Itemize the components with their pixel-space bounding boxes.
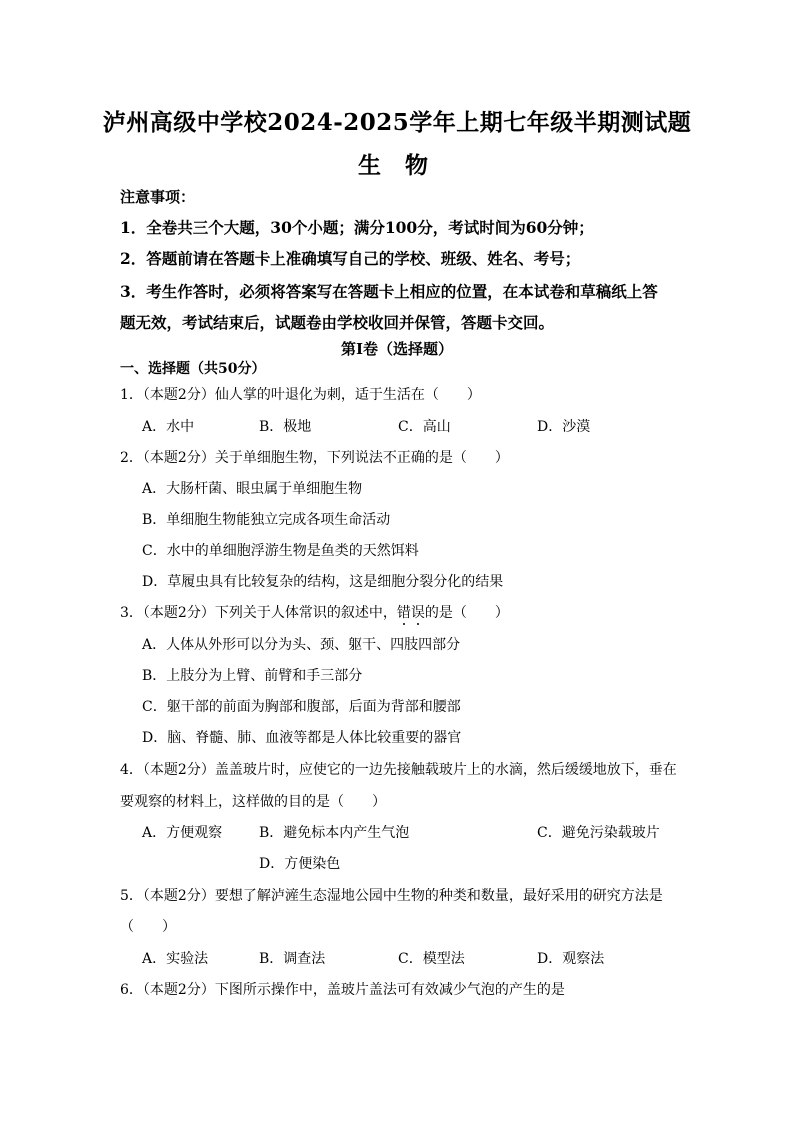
question-2-option-c: C．水中的单细胞浮游生物是鱼类的天然饵料 <box>142 543 419 559</box>
emphasis-char: 错 <box>396 605 411 621</box>
question-3-option-d: D．脑、脊髓、肺、血液等都是人体比较重要的器官 <box>142 730 462 746</box>
question-1-option-b: B．极地 <box>259 419 312 435</box>
question-3-option-c: C．躯干部的前面为胸部和腹部，后面为背部和腰部 <box>142 699 461 715</box>
note-item: 1．全卷共三个大题，30个小题；满分100分，考试时间为60分钟； <box>120 218 594 237</box>
question-1-stem: 1．（本题2分）仙人掌的叶退化为刺，适于生活在（ ） <box>120 387 481 403</box>
question-6-stem: 6．（本题2分）下图所示操作中，盖玻片盖法可有效减少气泡的产生的是 <box>120 982 565 998</box>
exam-subject: 生 物 <box>357 152 436 179</box>
question-4-option-c: C．避免污染载玻片 <box>537 825 660 841</box>
question-1-option-d: D．沙漠 <box>537 419 591 435</box>
question-5-option-d: D．观察法 <box>537 951 605 967</box>
question-1-option-c: C．高山 <box>398 419 451 435</box>
question-5-option-c: C．模型法 <box>398 951 465 967</box>
note-item: 3．考生作答时，必须将答案写在答题卡上相应的位置，在本试卷和草稿纸上答 <box>120 282 658 301</box>
question-3-stem <box>120 602 509 622</box>
question-3-option-b: B．上肢分为上臂、前臂和手三部分 <box>142 668 363 684</box>
question-5-stem: 5．（本题2分）要想了解泸滻生态湿地公园中生物的种类和数量，最好采用的研究方法是 <box>120 888 663 904</box>
question-4-option-d: D．方便染色 <box>259 856 341 872</box>
question-1-option-a: A．水中 <box>142 419 195 435</box>
question-5-stem-continued: （ ） <box>120 919 176 935</box>
emphasis-char: 误 <box>410 605 425 621</box>
notes-heading: 注意事项： <box>120 188 196 206</box>
question-5-option-b: B．调查法 <box>259 951 326 967</box>
question-4-option-a: A．方便观察 <box>142 825 223 841</box>
question-2-option-b: B．单细胞生物能独立完成各项生命活动 <box>142 512 391 528</box>
question-3-option-a: A．人体从外形可以分为头、颈、躯干、四肢四部分 <box>142 637 461 653</box>
question-4-stem: 4．（本题2分）盖盖玻片时，应使它的一边先接触载玻片上的水滴，然后缓缓地放下，垂在 <box>120 762 677 778</box>
section-heading: 一、选择题（共50分） <box>120 361 266 377</box>
question-3-stem-end: 的是（ ） <box>424 605 509 621</box>
part-heading: 第Ⅰ卷（选择题） <box>340 340 454 358</box>
exam-title: 泸州高级中学校2024-2025学年上期七年级半期测试题 <box>102 109 692 136</box>
question-2-option-d: D．草履虫具有比较复杂的结构，这是细胞分裂分化的结果 <box>142 574 504 590</box>
question-2-stem: 2．（本题2分）关于单细胞生物，下列说法不正确的是（ ） <box>120 450 509 466</box>
question-4-option-b: B．避免标本内产生气泡 <box>259 825 410 841</box>
note-item-continued: 题无效，考试结束后，试题卷由学校收回并保管，答题卡交回。 <box>120 313 555 332</box>
note-item: 2．答题前请在答题卡上准确填写自己的学校、班级、姓名、考号； <box>120 249 581 268</box>
question-2-option-a: A．大肠杆菌、眼虫属于单细胞生物 <box>142 481 363 497</box>
question-4-stem-continued: 要观察的材料上，这样做的目的是（ ） <box>120 794 386 810</box>
question-3-stem-start: 3．（本题2分）下列关于人体常识的叙述中， <box>120 605 397 621</box>
question-5-option-a: A．实验法 <box>142 951 209 967</box>
